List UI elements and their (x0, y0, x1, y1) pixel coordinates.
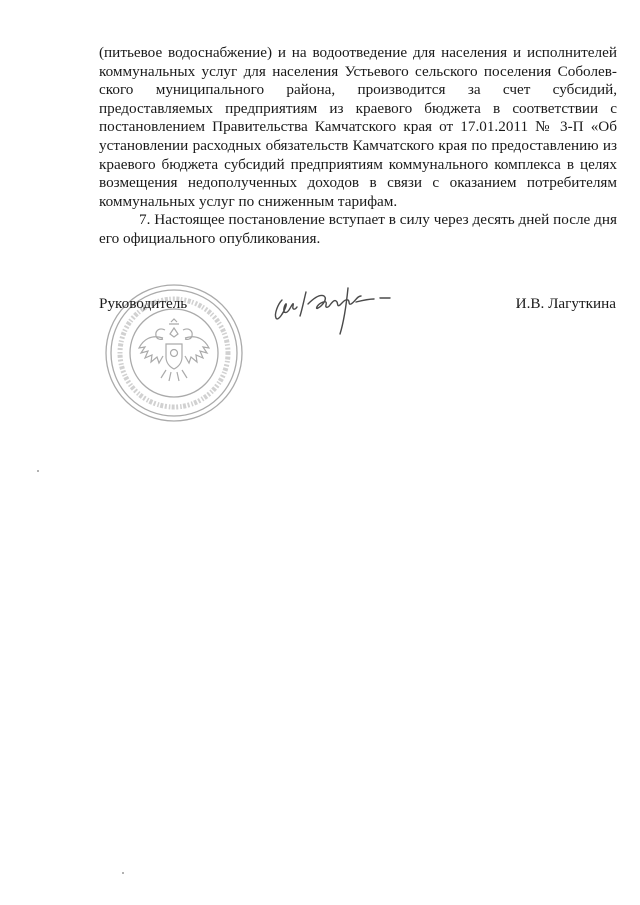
text-line: ского муниципального района, производится за счет субсидий, (99, 81, 617, 99)
scan-speck (122, 872, 124, 874)
text-line: постановлением Правительства Камчатского края от 17.01.2011 № 3-П «Об (99, 118, 617, 136)
scan-speck (37, 470, 39, 472)
text-line: 7. Настоящее постановление вступает в силу через десять дней после дня (139, 211, 617, 229)
paragraph-continuation (99, 44, 617, 211)
paragraph-7 (99, 211, 617, 248)
signatory-title: Руководитель (99, 295, 188, 312)
text-line: коммунальных услуг по сниженным тарифам. (99, 192, 398, 210)
text-line: предоставляемых предприятиям из краевого бюджета в соответствии с (99, 99, 617, 117)
text-line: установлении расходных обязательств Камчатского края по предоставлению из (99, 136, 617, 154)
text-line: (питьевое водоснабжение) и на водоотведение для населения и исполнителей (99, 44, 617, 61)
handwritten-signature-icon (262, 278, 412, 344)
text-line: возмещения недополученных доходов в связи с оказанием потребителям (99, 174, 617, 192)
signatory-name: И.В. Лагуткина (515, 295, 616, 312)
text-line: его официального опубликования. (99, 229, 321, 247)
text-line: коммунальных услуг для населения Устьевого сельского поселения Соболев- (99, 62, 617, 80)
text-line: краевого бюджета субсидий предприятиям коммунального комплекса в целях (99, 155, 617, 173)
document-body (99, 44, 617, 249)
